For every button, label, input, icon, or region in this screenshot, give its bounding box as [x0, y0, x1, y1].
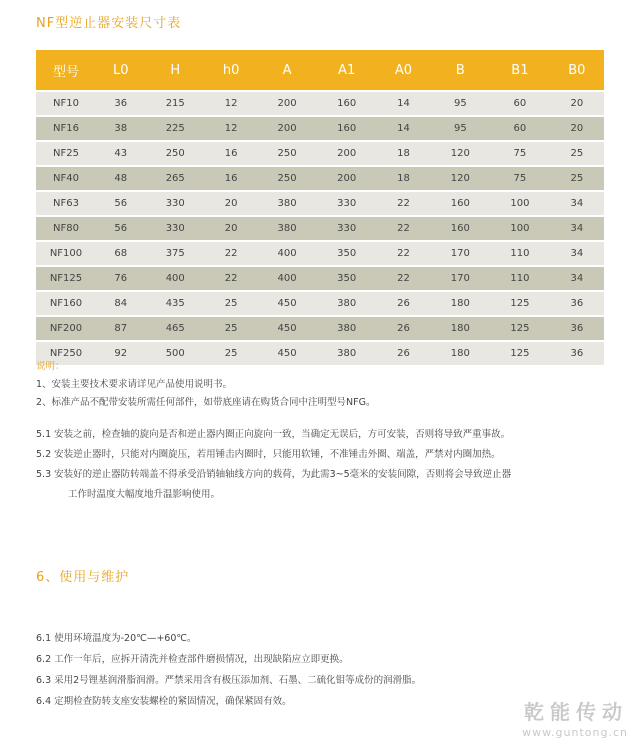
- table-cell: 125: [490, 342, 550, 365]
- table-cell: 375: [145, 242, 205, 265]
- table-row: [36, 342, 604, 365]
- table-cell: 380: [257, 217, 317, 240]
- table-cell: 120: [431, 167, 491, 190]
- table-cell: 380: [317, 342, 377, 365]
- model-cell: NF63: [36, 192, 96, 215]
- install-item: 5.3 安装好的逆止器防转端盖不得承受沿销轴轴线方向的载荷，为此需3~5毫米的安装间隙，否则将会导致逆止器: [36, 469, 512, 480]
- table-row: [36, 292, 604, 315]
- table-cell: 34: [550, 242, 604, 265]
- table-cell: 16: [205, 142, 257, 165]
- column-header: 型号: [36, 50, 96, 90]
- table-cell: 160: [317, 92, 377, 115]
- table-cell: 350: [317, 242, 377, 265]
- table-cell: 160: [317, 117, 377, 140]
- table-cell: 200: [317, 142, 377, 165]
- table-cell: 18: [376, 167, 430, 190]
- table-cell: 500: [145, 342, 205, 365]
- column-header: B0: [550, 50, 604, 90]
- table-cell: 14: [376, 92, 430, 115]
- table-cell: 75: [490, 167, 550, 190]
- table-row: [36, 242, 604, 265]
- table-cell: 215: [145, 92, 205, 115]
- table-cell: 60: [490, 92, 550, 115]
- install-item-continued: 工作时温度大幅度地升温影响使用。: [68, 489, 221, 500]
- table-cell: 180: [431, 317, 491, 340]
- table-cell: 20: [550, 92, 604, 115]
- notes-label: 说明：: [36, 361, 65, 372]
- table-cell: 43: [96, 142, 145, 165]
- table-body: [36, 92, 604, 365]
- table-cell: 125: [490, 292, 550, 315]
- table-cell: 170: [431, 267, 491, 290]
- table-cell: 12: [205, 92, 257, 115]
- table-cell: 160: [431, 217, 491, 240]
- table-cell: 16: [205, 167, 257, 190]
- note-item: 2、标准产品不配带安装所需任何部件，如带底座请在购货合同中注明型号NFG。: [36, 397, 376, 408]
- maintenance-item: 6.1 使用环境温度为-20℃—+60℃。: [36, 633, 197, 644]
- table-cell: 465: [145, 317, 205, 340]
- table-cell: 22: [376, 217, 430, 240]
- model-cell: NF125: [36, 267, 96, 290]
- model-cell: NF100: [36, 242, 96, 265]
- table-cell: 265: [145, 167, 205, 190]
- table-cell: 22: [205, 242, 257, 265]
- table-cell: 34: [550, 217, 604, 240]
- table-cell: 34: [550, 192, 604, 215]
- table-cell: 14: [376, 117, 430, 140]
- table-cell: 330: [145, 217, 205, 240]
- table-cell: 330: [145, 192, 205, 215]
- table-cell: 25: [550, 167, 604, 190]
- note-item: 1、安装主要技术要求请详见产品使用说明书。: [36, 379, 233, 390]
- table-row: [36, 167, 604, 190]
- model-cell: NF200: [36, 317, 96, 340]
- table-cell: 25: [205, 342, 257, 365]
- table-cell: 200: [257, 92, 317, 115]
- table-cell: 26: [376, 292, 430, 315]
- column-header: A1: [317, 50, 377, 90]
- table-cell: 250: [257, 167, 317, 190]
- table-row: [36, 192, 604, 215]
- table-cell: 450: [257, 292, 317, 315]
- table-cell: 56: [96, 217, 145, 240]
- table-cell: 56: [96, 192, 145, 215]
- table-cell: 34: [550, 267, 604, 290]
- table-cell: 92: [96, 342, 145, 365]
- table-cell: 20: [205, 192, 257, 215]
- table-cell: 25: [205, 292, 257, 315]
- table-cell: 250: [257, 142, 317, 165]
- table-cell: 84: [96, 292, 145, 315]
- table-cell: 180: [431, 342, 491, 365]
- table-cell: 225: [145, 117, 205, 140]
- table-cell: 400: [257, 242, 317, 265]
- table-cell: 18: [376, 142, 430, 165]
- site-watermark: www.guntong.cn: [522, 726, 628, 739]
- table-cell: 160: [431, 192, 491, 215]
- table-cell: 22: [376, 267, 430, 290]
- table-cell: 125: [490, 317, 550, 340]
- page-title: NF型逆止器安装尺寸表: [36, 16, 182, 31]
- maintenance-item: 6.2 工作一年后，应拆开清洗并检查部件磨损情况，出现缺陷应立即更换。: [36, 654, 349, 665]
- table-cell: 22: [205, 267, 257, 290]
- table-cell: 380: [317, 317, 377, 340]
- column-header: B1: [490, 50, 550, 90]
- column-header: H: [145, 50, 205, 90]
- model-cell: NF250: [36, 342, 96, 365]
- model-cell: NF160: [36, 292, 96, 315]
- table-cell: 95: [431, 92, 491, 115]
- table-header-row: [36, 50, 604, 90]
- model-cell: NF16: [36, 117, 96, 140]
- table-cell: 25: [550, 142, 604, 165]
- column-header: B: [431, 50, 491, 90]
- table-cell: 75: [490, 142, 550, 165]
- table-cell: 36: [550, 317, 604, 340]
- model-cell: NF80: [36, 217, 96, 240]
- table-cell: 380: [317, 292, 377, 315]
- table-row: [36, 92, 604, 115]
- model-cell: NF25: [36, 142, 96, 165]
- dimension-table: [36, 48, 604, 367]
- column-header: h0: [205, 50, 257, 90]
- table-cell: 20: [205, 217, 257, 240]
- table-cell: 450: [257, 317, 317, 340]
- table-cell: 36: [550, 292, 604, 315]
- table-cell: 12: [205, 117, 257, 140]
- table-cell: 48: [96, 167, 145, 190]
- model-cell: NF40: [36, 167, 96, 190]
- column-header: A0: [376, 50, 430, 90]
- table-cell: 435: [145, 292, 205, 315]
- table-cell: 60: [490, 117, 550, 140]
- column-header: L0: [96, 50, 145, 90]
- table-cell: 22: [376, 242, 430, 265]
- table-cell: 95: [431, 117, 491, 140]
- table-cell: 330: [317, 192, 377, 215]
- table-cell: 400: [257, 267, 317, 290]
- install-item: 5.2 安装逆止器时，只能对内圈旋压，若用锤击内圈时，只能用软锤，不准锤击外圈、端盖，严禁对内圈加热。: [36, 449, 501, 460]
- table-cell: 170: [431, 242, 491, 265]
- table-row: [36, 217, 604, 240]
- table-cell: 20: [550, 117, 604, 140]
- maintenance-item: 6.3 采用2号锂基润滑脂润滑。严禁采用含有极压添加剂、石墨、二硫化钼等成份的润滑脂。: [36, 675, 422, 686]
- table-cell: 380: [257, 192, 317, 215]
- table-row: [36, 142, 604, 165]
- table-cell: 36: [96, 92, 145, 115]
- table-row: [36, 267, 604, 290]
- table-cell: 200: [317, 167, 377, 190]
- install-item: 5.1 安装之前，检查轴的旋向是否和逆止器内圈正向旋向一致，当确定无误后，方可安装，否则将导致严重事故。: [36, 429, 511, 440]
- table-cell: 110: [490, 242, 550, 265]
- table-cell: 26: [376, 317, 430, 340]
- table-cell: 250: [145, 142, 205, 165]
- table-cell: 450: [257, 342, 317, 365]
- column-header: A: [257, 50, 317, 90]
- table-cell: 68: [96, 242, 145, 265]
- table-cell: 400: [145, 267, 205, 290]
- table-cell: 87: [96, 317, 145, 340]
- table-cell: 110: [490, 267, 550, 290]
- table-cell: 100: [490, 192, 550, 215]
- table-cell: 25: [205, 317, 257, 340]
- table-cell: 120: [431, 142, 491, 165]
- table-cell: 38: [96, 117, 145, 140]
- brand-watermark: 乾能传动: [524, 700, 628, 724]
- model-cell: NF10: [36, 92, 96, 115]
- table-cell: 76: [96, 267, 145, 290]
- table-cell: 200: [257, 117, 317, 140]
- maintenance-title: 6、使用与维护: [36, 570, 130, 585]
- table-cell: 180: [431, 292, 491, 315]
- maintenance-item: 6.4 定期检查防转支座安装螺栓的紧固情况，确保紧固有效。: [36, 696, 292, 707]
- table-cell: 36: [550, 342, 604, 365]
- table-cell: 330: [317, 217, 377, 240]
- table-row: [36, 117, 604, 140]
- table-row: [36, 317, 604, 340]
- table-cell: 26: [376, 342, 430, 365]
- table-cell: 22: [376, 192, 430, 215]
- table-cell: 100: [490, 217, 550, 240]
- table-cell: 350: [317, 267, 377, 290]
